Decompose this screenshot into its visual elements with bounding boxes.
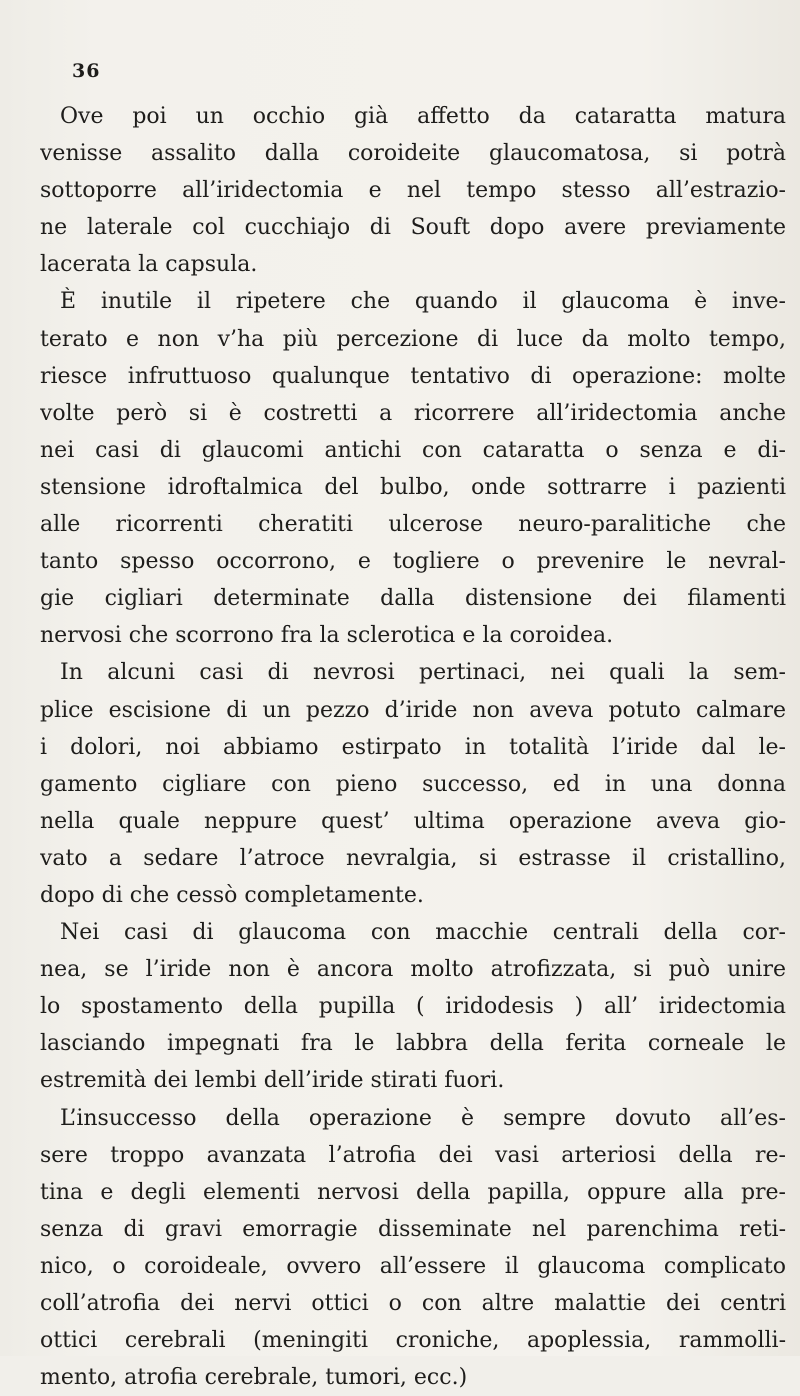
text-line: sere troppo avanzata l’atrofia dei vasi arteriosi della re- [40, 1142, 786, 1168]
text-line: nei casi di glaucomi antichi con cataratta o senza e di- [40, 437, 786, 463]
text-line: lacerata la capsula. [40, 252, 258, 278]
text-line: In alcuni casi di nevrosi pertinaci, nei quali la sem- [60, 660, 786, 686]
text-line: tina e degli elementi nervosi della papilla, oppure alla pre- [40, 1179, 786, 1205]
text-line: plice escisione di un pezzo d’iride non aveva potuto calmare [40, 697, 786, 723]
text-line: gie cigliari determinate dalla distensione dei filamenti [40, 586, 786, 612]
text-line: L’insuccesso della operazione è sempre dovuto all’es- [60, 1105, 786, 1131]
text-line: dopo di che cessò completamente. [40, 882, 424, 908]
text-line: tanto spesso occorrono, e togliere o prevenire le nevral- [40, 549, 786, 575]
text-line: i dolori, noi abbiamo estirpato in totalità l’iride dal le- [40, 734, 786, 760]
text-line: volte però si è costretti a ricorrere all’iridectomia anche [40, 400, 786, 426]
text-line: stensione idroftalmica del bulbo, onde sottrarre i pazienti [40, 474, 786, 500]
text-line: ottici cerebrali (meningiti croniche, apoplessia, rammolli- [40, 1328, 786, 1354]
text-line: Nei casi di glaucoma con macchie centrali della cor- [60, 920, 786, 946]
text-line: mento, atrofia cerebrale, tumori, ecc.) [40, 1365, 468, 1391]
text-line: gamento cigliare con pieno successo, ed in una donna [40, 771, 786, 797]
text-line: estremità dei lembi dell’iride stirati fuori. [40, 1068, 505, 1094]
text-line: terato e non v’ha più percezione di luce da molto tempo, [40, 326, 786, 352]
page-number: 36 [72, 60, 101, 82]
text-line: nella quale neppure quest’ ultima operazione aveva gio- [40, 808, 786, 834]
text-line: venisse assalito dalla coroideite glaucomatosa, si potrà [40, 141, 786, 167]
text-line: nico, o coroideale, ovvero all’essere il glaucoma complicato [40, 1253, 786, 1279]
text-line: ne laterale col cucchiajo di Souft dopo avere previamente [40, 215, 786, 241]
text-line: senza di gravi emorragie disseminate nel parenchima reti- [40, 1216, 786, 1242]
text-line: lo spostamento della pupilla ( iridodesis ) all’ iridectomia [40, 994, 786, 1020]
text-line: vato a sedare l’atroce nevralgia, si estrasse il cristallino, [40, 845, 786, 871]
text-line: nea, se l’iride non è ancora molto atrofizzata, si può unire [40, 957, 786, 983]
text-line: lasciando impegnati fra le labbra della ferita corneale le [40, 1031, 786, 1057]
text-line: riesce infruttuoso qualunque tentativo di operazione: molte [40, 363, 786, 389]
text-line: sottoporre all’iridectomia e nel tempo stesso all’estrazio- [40, 178, 786, 204]
text-line: Ove poi un occhio già affetto da cataratta matura [60, 104, 786, 129]
body-text [40, 98, 786, 1396]
text-line: alle ricorrenti cheratiti ulcerose neuro-paralitiche che [40, 512, 786, 538]
text-line: nervosi che scorrono fra la sclerotica e la coroidea. [40, 623, 614, 649]
text-line: coll’atrofia dei nervi ottici o con altre malattie dei centri [40, 1291, 786, 1316]
text-line: È inutile il ripetere che quando il glaucoma è inve- [60, 289, 786, 315]
